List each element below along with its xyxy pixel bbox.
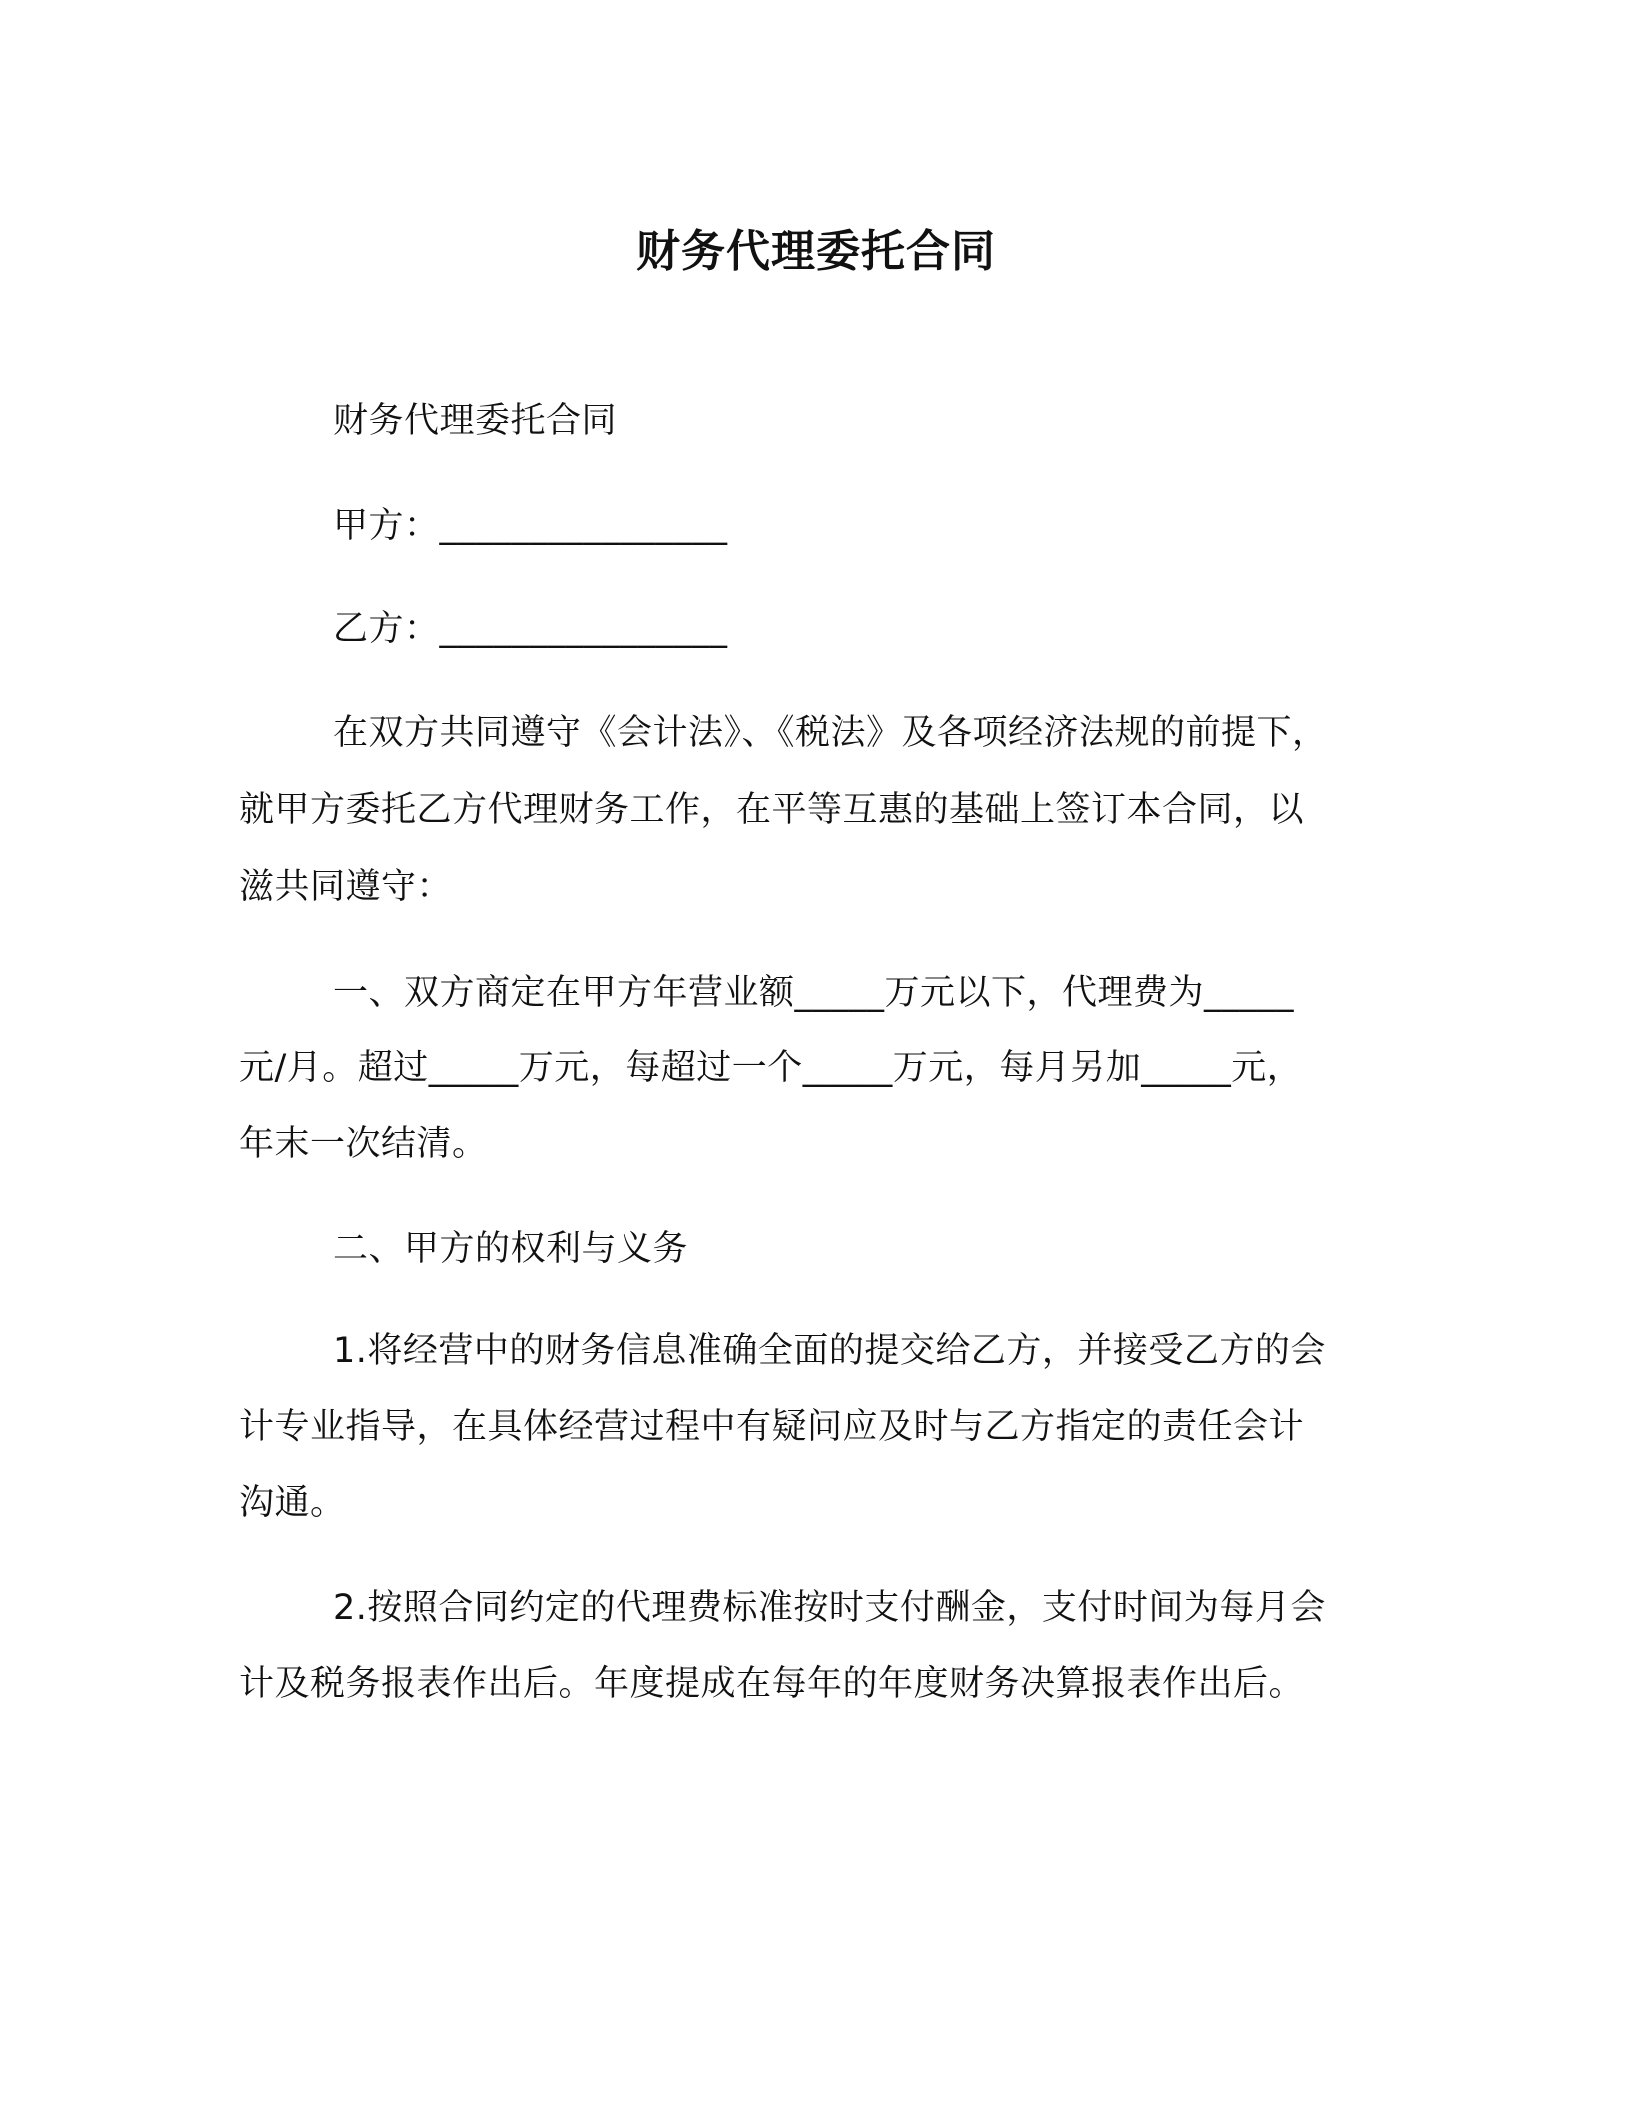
preamble-line-1: 在双方共同遵守《会计法》、《税法》及各项经济法规的前提下， (333, 713, 1328, 753)
item-2-line-2: 计及税务报表作出后。年度提成在每年的年度财务决算报表作出后。 (239, 1664, 1305, 1704)
clause-1-line-1: 一、双方商定在甲方年营业额_____万元以下，代理费为_____ (333, 973, 1295, 1013)
clause-1-line-3: 年末一次结清。 (239, 1124, 488, 1164)
clause-1-line-2: 元/月。超过_____万元，每超过一个_____万元，每月另加_____元， (239, 1048, 1303, 1088)
item-2-line-1: 2.按照合同约定的代理费标准按时支付酬金，支付时间为每月会 (333, 1588, 1326, 1628)
document-subtitle: 财务代理委托合同 (333, 401, 618, 441)
party-a-line: 甲方：________________ (333, 506, 728, 546)
item-1-line-3: 沟通。 (239, 1483, 346, 1523)
preamble-line-3: 滋共同遵守： (239, 867, 453, 907)
document-title: 财务代理委托合同 (636, 226, 996, 277)
party-b-line: 乙方：________________ (333, 609, 728, 649)
preamble-line-2: 就甲方委托乙方代理财务工作，在平等互惠的基础上签订本合同，以 (239, 790, 1305, 830)
item-1-line-2: 计专业指导，在具体经营过程中有疑问应及时与乙方指定的责任会计 (239, 1407, 1305, 1447)
item-1-line-1: 1.将经营中的财务信息准确全面的提交给乙方，并接受乙方的会 (333, 1331, 1326, 1371)
section-2-heading: 二、甲方的权利与义务 (333, 1229, 689, 1269)
